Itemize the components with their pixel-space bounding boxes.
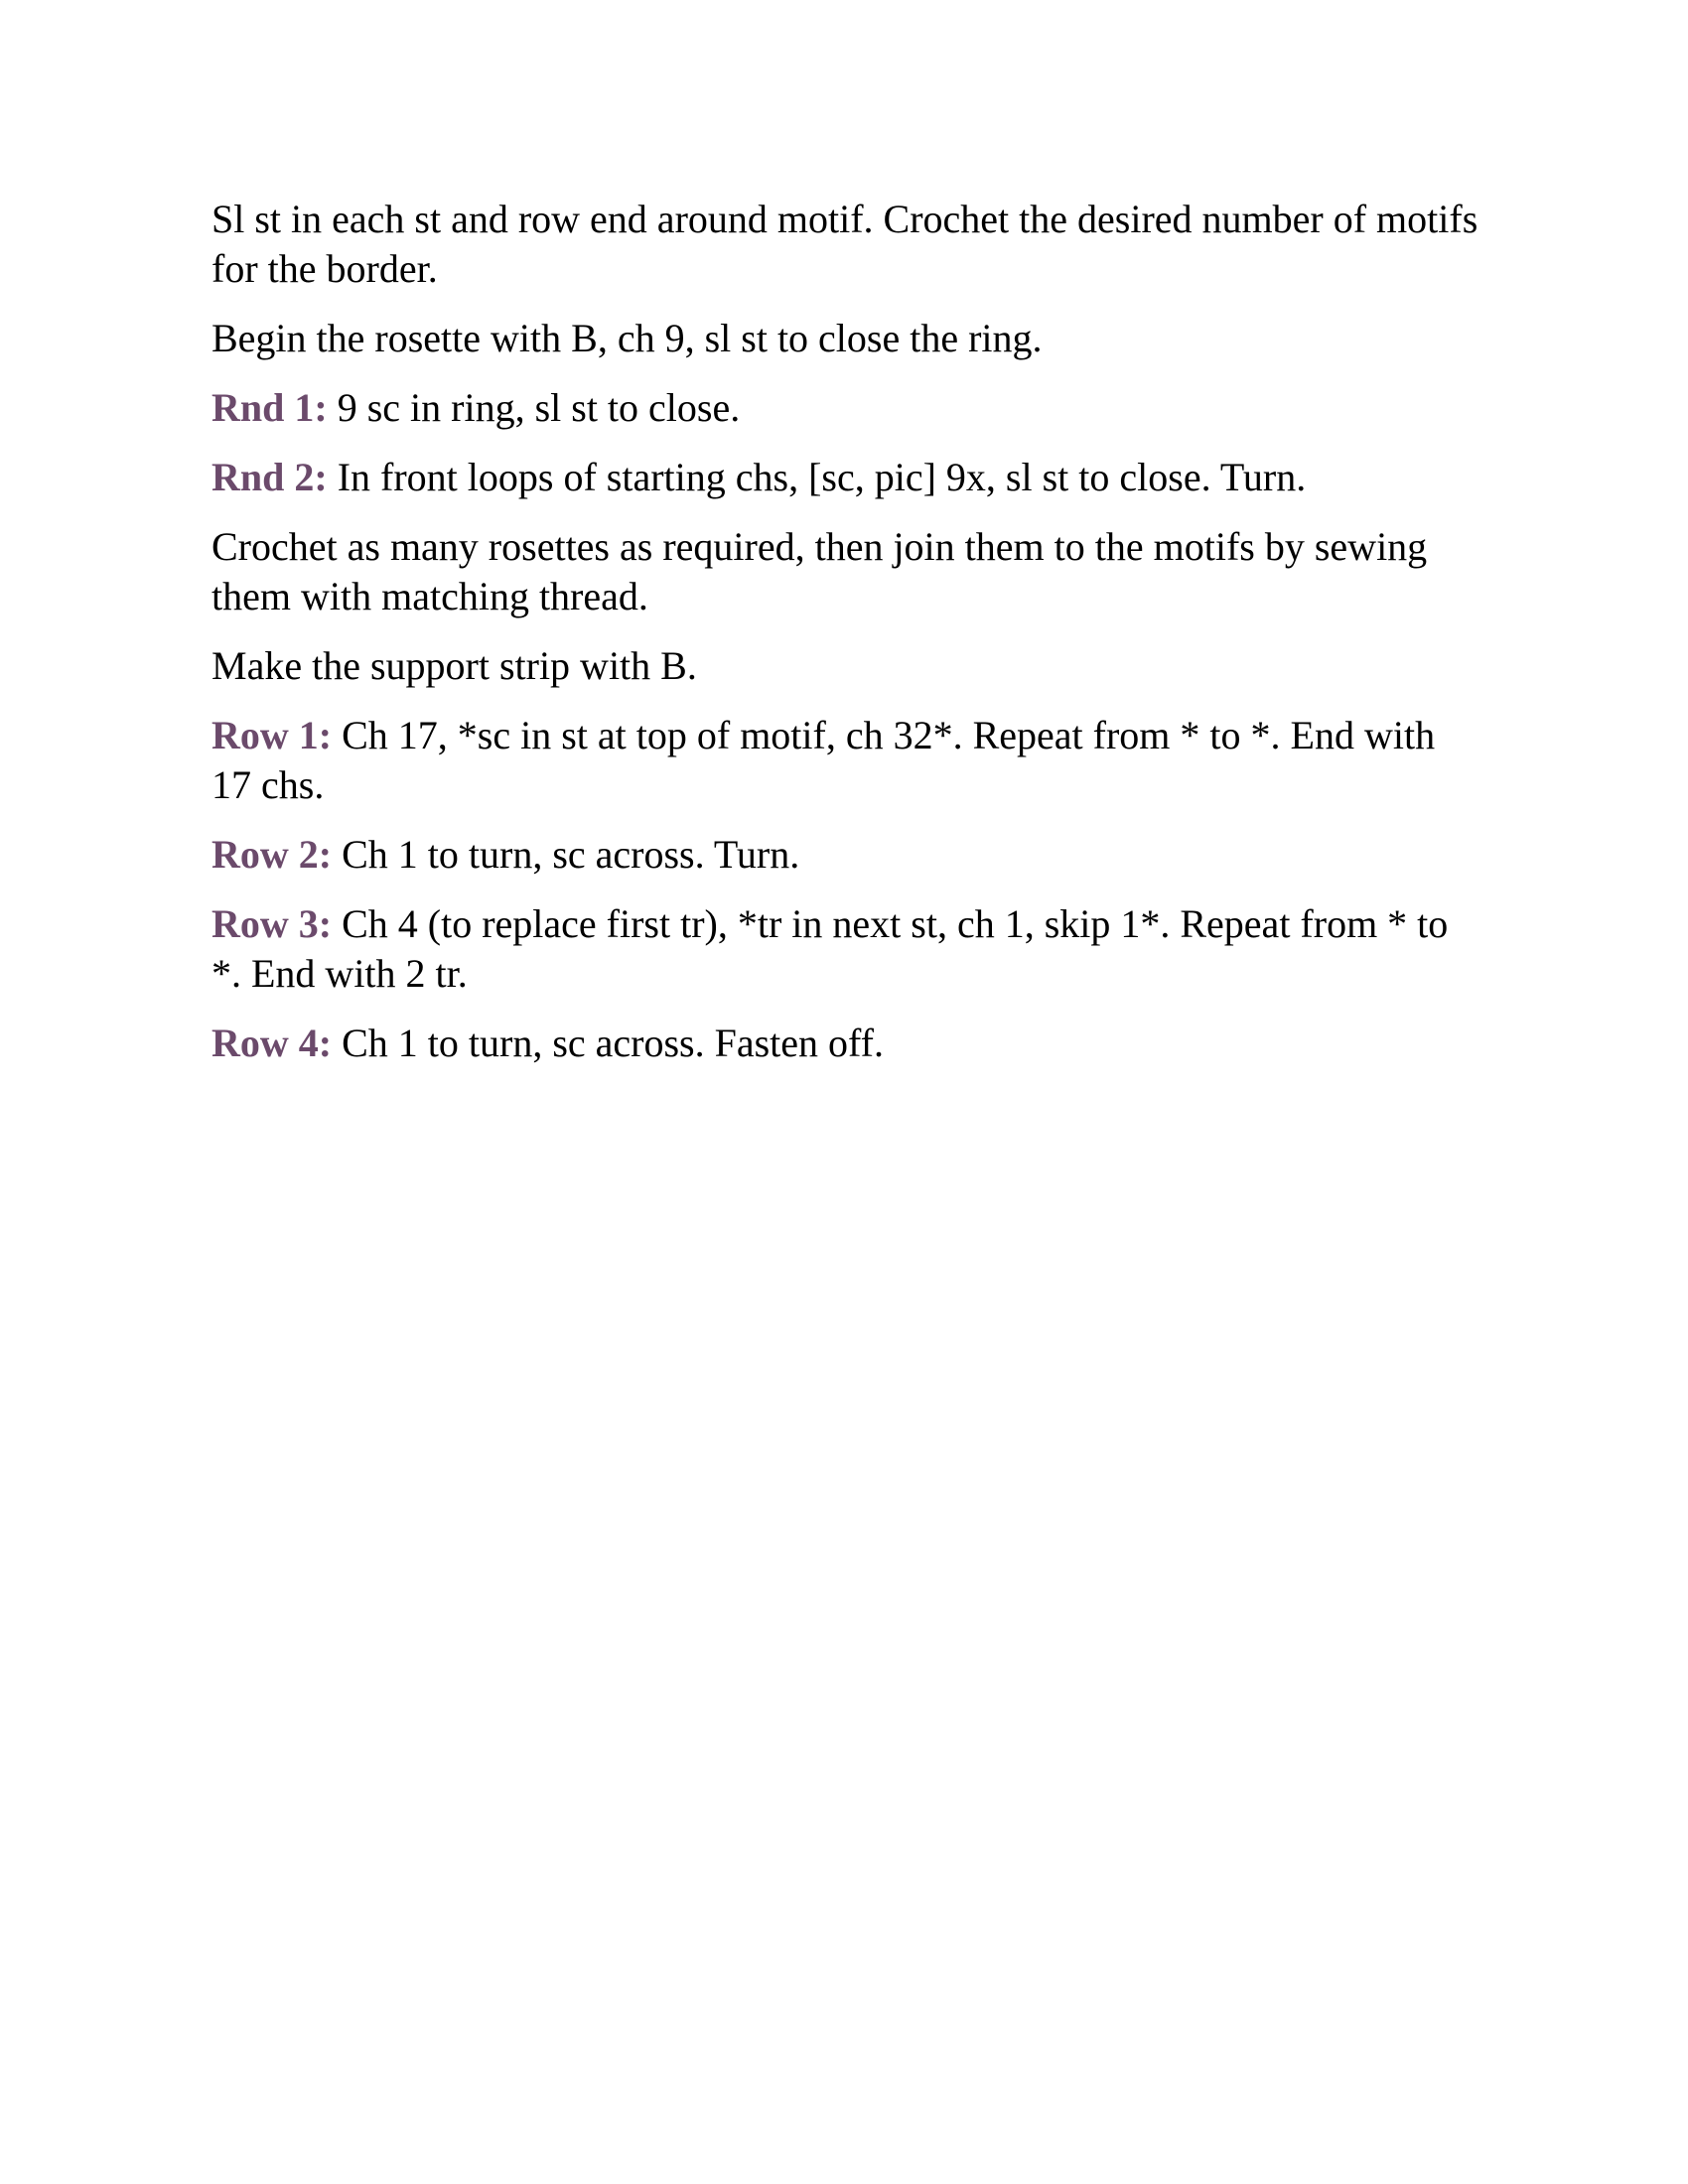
step-label: Row 3: bbox=[211, 901, 333, 946]
document-body bbox=[211, 195, 1482, 1088]
paragraph-text: Ch 1 to turn, sc across. Fasten off. bbox=[332, 1021, 884, 1065]
paragraph-text: Sl st in each st and row end around motif. Crochet the desired number of motifs for the border. bbox=[211, 197, 1478, 291]
step-label: Row 4: bbox=[211, 1021, 333, 1065]
step-label: Rnd 2: bbox=[211, 455, 328, 499]
step-label: Row 2: bbox=[211, 832, 333, 877]
paragraph-row-1 bbox=[211, 711, 1482, 810]
paragraph-text: Crochet as many rosettes as required, then join them to the motifs by sewing them with matching thread. bbox=[211, 524, 1428, 618]
paragraph-rnd-1 bbox=[211, 383, 1482, 433]
paragraph-text: Make the support strip with B. bbox=[211, 643, 697, 688]
paragraph-join-rosettes bbox=[211, 522, 1482, 621]
paragraph-rosette-start bbox=[211, 314, 1482, 363]
paragraph-row-4 bbox=[211, 1019, 1482, 1068]
paragraph-text: In front loops of starting chs, [sc, pic] 9x, sl st to close. Turn. bbox=[327, 455, 1307, 499]
paragraph-text: Ch 4 (to replace first tr), *tr in next st, ch 1, skip 1*. Repeat from * to *. End with 2 tr. bbox=[211, 901, 1449, 996]
paragraph-text: Ch 17, *sc in st at top of motif, ch 32*. Repeat from * to *. End with 17 chs. bbox=[211, 713, 1436, 807]
paragraph-motif-instructions bbox=[211, 195, 1482, 294]
paragraph-support-strip bbox=[211, 641, 1482, 691]
paragraph-row-2 bbox=[211, 830, 1482, 880]
paragraph-text: Ch 1 to turn, sc across. Turn. bbox=[332, 832, 800, 877]
step-label: Row 1: bbox=[211, 713, 333, 757]
paragraph-rnd-2 bbox=[211, 453, 1482, 502]
step-label: Rnd 1: bbox=[211, 385, 328, 430]
paragraph-text: 9 sc in ring, sl st to close. bbox=[327, 385, 741, 430]
paragraph-row-3 bbox=[211, 899, 1482, 999]
paragraph-text: Begin the rosette with B, ch 9, sl st to close the ring. bbox=[211, 316, 1043, 360]
